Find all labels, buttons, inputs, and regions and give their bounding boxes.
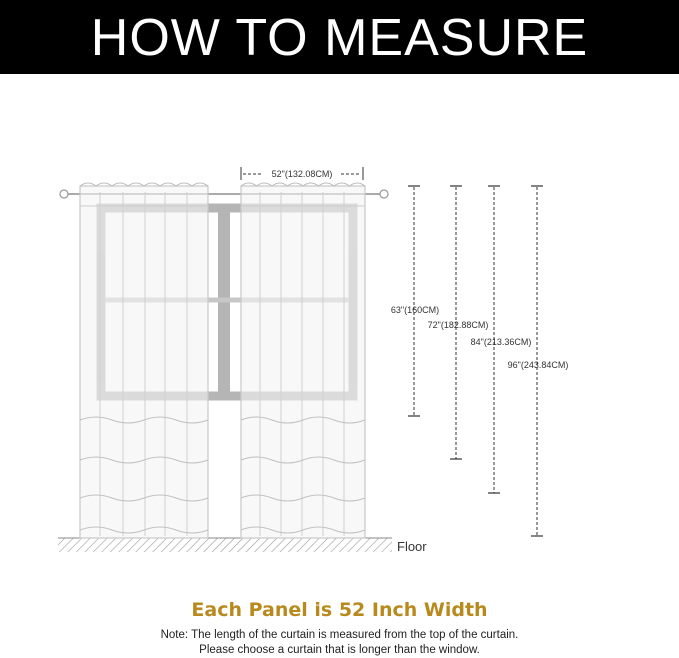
page-title: HOW TO MEASURE — [90, 9, 589, 67]
right-curtain-panel — [241, 183, 365, 538]
left-curtain-panel — [80, 183, 208, 538]
panel-width-dimension — [241, 167, 363, 180]
length-dimension-63 — [408, 186, 420, 416]
length-label-84: 84"(213.36CM) — [470, 337, 532, 347]
length-label-72: 72"(182.88CM) — [427, 320, 489, 330]
panel-width-caption: Each Panel is 52 Inch Width — [191, 599, 488, 621]
note-line-2: Please choose a curtain that is longer than the window. — [199, 644, 480, 656]
length-label-63: 63"(160CM) — [390, 305, 440, 315]
panel-width-label: 52"(132.08CM) — [271, 169, 333, 179]
floor-hatch — [58, 538, 392, 552]
note-line-1: Note: The length of the curtain is measured from the top of the curtain. — [160, 629, 519, 641]
length-label-96: 96"(243.84CM) — [507, 360, 569, 370]
floor-label: Floor — [397, 539, 427, 554]
